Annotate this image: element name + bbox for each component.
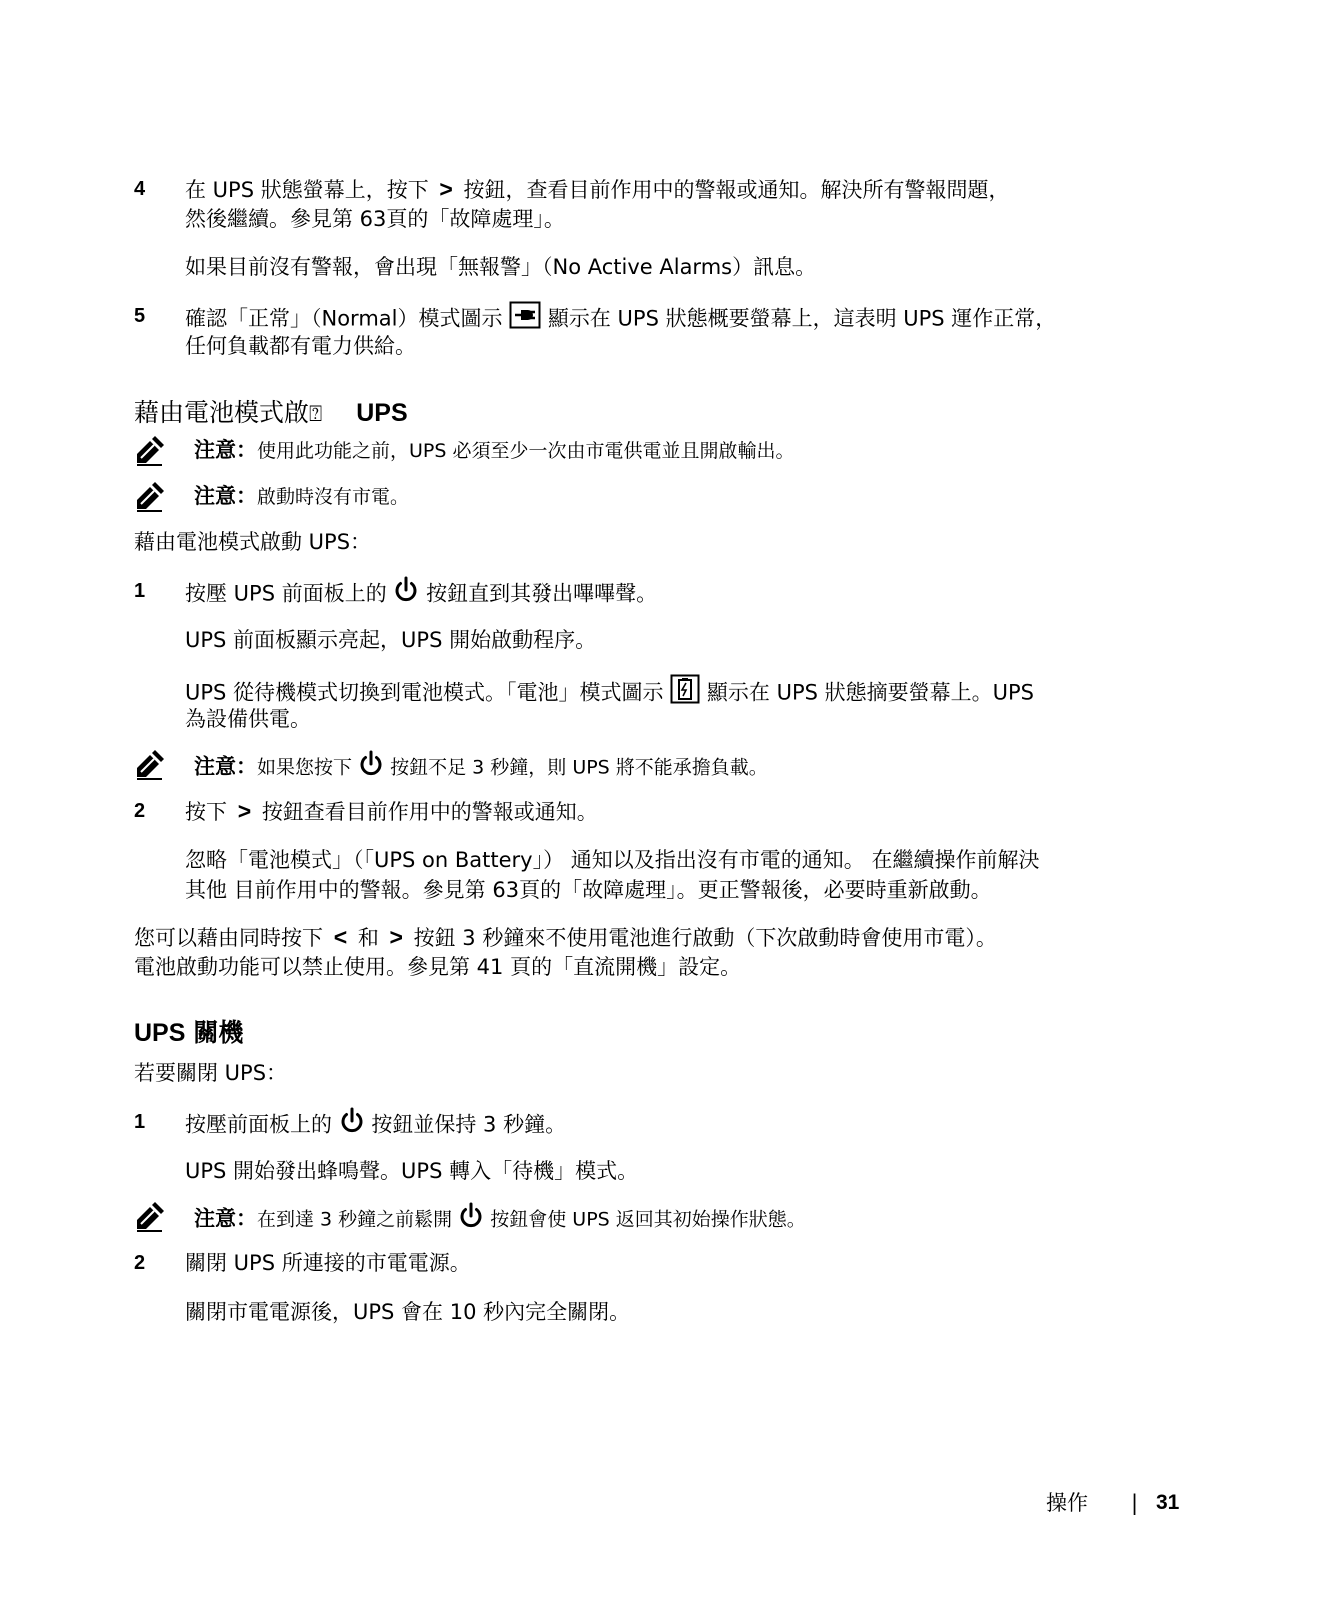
- step-number: 1: [134, 1111, 146, 1133]
- shutdown-note-text-a: 在到達 3 秒鐘之前鬆開: [257, 1208, 453, 1231]
- para-and: 和: [357, 926, 379, 950]
- footer-separator: |: [1131, 1491, 1139, 1515]
- step-4-line-2: 然後繼續。參見第 63頁的「故障處理」。: [185, 207, 565, 231]
- battery-step-2-text-b: 按鈕查看目前作用中的警報或通知。: [261, 800, 598, 824]
- battery-step-1-text-b: 按鈕直到其發出嗶嗶聲。: [426, 581, 658, 606]
- note-label: 注意：: [194, 1206, 257, 1231]
- shutdown-note-text-b: 按鈕會使 UPS 返回其初始操作狀態。: [490, 1208, 806, 1231]
- step-number: 2: [134, 800, 146, 822]
- para-text-b: 按鈕 3 秒鐘來不使用電池進行啟動（下次啟動時會使用市電）。: [413, 926, 997, 950]
- heading-cjk: 藉由電池模式啟: [134, 398, 310, 427]
- shutdown-step-1: [185, 1107, 566, 1144]
- footer-page-number: 31: [1156, 1491, 1180, 1514]
- step-4-text-a: 在 UPS 狀態螢幕上，按下: [185, 178, 429, 202]
- battery-step-2: [185, 796, 598, 828]
- shutdown-step-1-sub: UPS 開始發出蜂鳴聲。UPS 轉入「待機」模式。: [185, 1159, 639, 1183]
- right-arrow-button-glyph: >: [439, 176, 453, 202]
- sub-2-text-b: 顯示在 UPS 狀態摘要螢幕上。UPS: [706, 680, 1034, 705]
- step-number: 4: [134, 178, 146, 200]
- shutdown-step-1-text-b: 按鈕並保持 3 秒鐘。: [371, 1112, 567, 1137]
- note-pencil-icon: [134, 482, 164, 512]
- right-arrow-button-glyph: >: [237, 798, 252, 824]
- note-pencil-icon: [134, 436, 164, 466]
- step-5-text-b: 顯示在 UPS 狀態概要螢幕上，這表明 UPS 運作正常，: [547, 306, 1057, 331]
- normal-mode-plug-icon: [509, 301, 541, 338]
- footer-section-name: 操作: [1046, 1491, 1088, 1515]
- left-arrow-button-glyph: <: [333, 924, 348, 950]
- note-label: 注意：: [194, 484, 257, 508]
- step-number: 5: [134, 305, 146, 327]
- note-3-text-a: 如果您按下: [257, 756, 353, 779]
- note-label: 注意：: [194, 438, 257, 462]
- step-5-text-a: 確認「正常」（Normal）模式圖示: [185, 306, 503, 331]
- step-4-line-1: [185, 174, 1010, 206]
- heading-missing-glyph: ⍰: [309, 402, 323, 427]
- shutdown-step-2-sub: 關閉市電電源後，UPS 會在 10 秒內完全關閉。: [185, 1300, 631, 1324]
- note-text: 啟動時沒有市電。: [257, 486, 410, 508]
- battery-step-1-sub-2-line-2: 為設備供電。: [185, 707, 311, 731]
- sub-2-text-a: UPS 從待機模式切換到電池模式。「電池」模式圖示: [185, 680, 664, 705]
- power-icon: [458, 1202, 484, 1238]
- battery-step-2-text-a: 按下: [185, 800, 227, 824]
- step-number: 2: [134, 1252, 146, 1274]
- battery-start-paragraph-line-1: [134, 922, 997, 954]
- right-arrow-button-glyph: >: [389, 924, 403, 950]
- step-4-text-b: 按鈕，查看目前作用中的警報或通知。解決所有警報問題，: [463, 178, 1010, 202]
- step-4-subtext: 如果目前沒有警報，會出現「無報警」（No Active Alarms）訊息。: [185, 255, 817, 279]
- heading-latin: UPS: [356, 399, 408, 427]
- note-1: [194, 436, 794, 465]
- battery-step-1-sub-2-line-1: [185, 674, 1034, 713]
- battery-step-2-sub-line-1: 忽略「電池模式」（「UPS on Battery」） 通知以及指出沒有市電的通知。 在繼續操作前解決: [185, 848, 1040, 872]
- battery-step-1-text-a: 按壓 UPS 前面板上的: [185, 581, 387, 606]
- battery-step-2-sub-line-2: 其他 目前作用中的警報。參見第 63頁的「故障處理」。更正警報後，必要時重新啟動。: [185, 878, 992, 902]
- battery-step-1-sub-1: UPS 前面板顯示亮起，UPS 開始啟動程序。: [185, 628, 597, 652]
- note-3: [194, 750, 768, 786]
- battery-start-paragraph-line-2: 電池啟動功能可以禁止使用。參見第 41 頁的「直流開機」設定。: [134, 955, 742, 979]
- note-3-text-b: 按鈕不足 3 秒鐘，則 UPS 將不能承擔負載。: [390, 756, 768, 779]
- step-number: 1: [134, 580, 146, 602]
- note-pencil-icon: [134, 750, 164, 780]
- power-icon: [358, 750, 384, 786]
- shutdown-step-2: 關閉 UPS 所連接的市電電源。: [185, 1251, 471, 1275]
- note-text: 使用此功能之前，UPS 必須至少一次由市電供電並且開啟輸出。: [257, 440, 795, 462]
- heading-cjk: 關機: [193, 1019, 244, 1047]
- note-pencil-icon: [134, 1202, 164, 1232]
- note-2: [194, 482, 409, 511]
- section-heading-shutdown: [134, 1016, 243, 1050]
- para-text-a: 您可以藉由同時按下: [134, 926, 323, 950]
- battery-mode-icon: [670, 674, 700, 713]
- note-label: 注意：: [194, 754, 257, 779]
- section-1-intro: 藉由電池模式啟動 UPS：: [134, 530, 372, 554]
- shutdown-step-1-text-a: 按壓前面板上的: [185, 1112, 332, 1137]
- power-icon: [393, 576, 419, 613]
- section-heading-battery-start: [134, 396, 408, 432]
- step-5-line-2: 任何負載都有電力供給。: [185, 334, 416, 358]
- shutdown-note: [194, 1202, 806, 1238]
- heading-latin: UPS: [134, 1019, 186, 1047]
- battery-step-1: [185, 576, 657, 613]
- section-2-intro: 若要關閉 UPS：: [134, 1061, 288, 1085]
- power-icon: [339, 1107, 365, 1144]
